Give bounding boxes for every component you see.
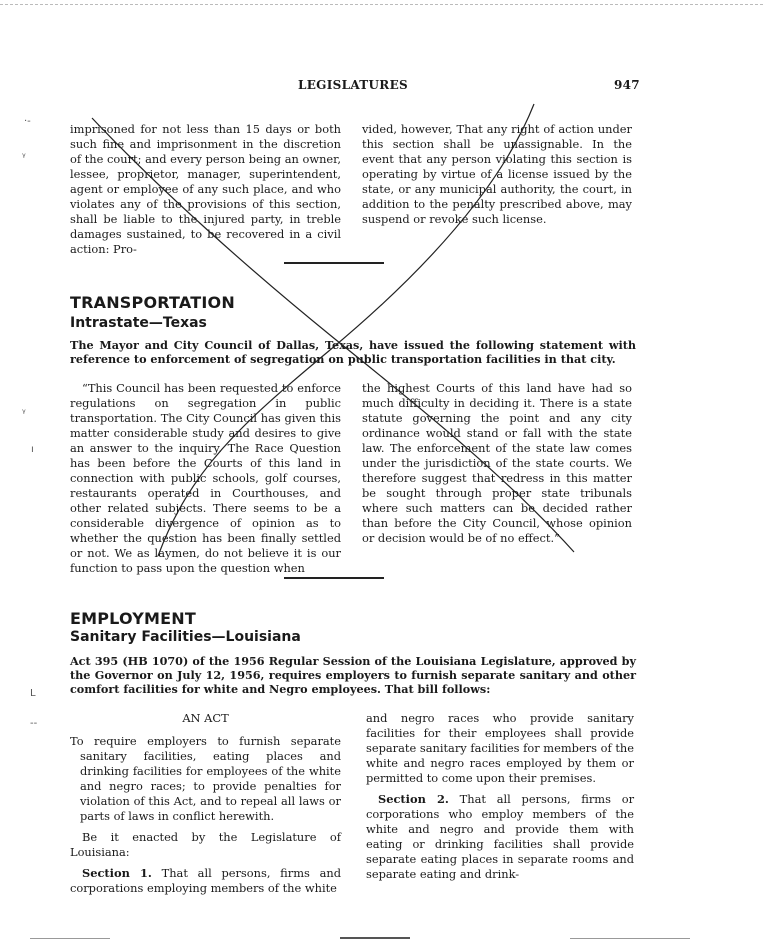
section-1 xyxy=(70,866,341,896)
employment-left-column xyxy=(70,711,341,902)
margin-mark: ᵞ xyxy=(22,408,26,419)
scan-top-edge xyxy=(0,4,763,5)
top-left-column xyxy=(70,122,341,263)
transportation-right-column xyxy=(362,381,632,552)
page-number: 947 xyxy=(614,78,640,92)
scan-bottom-line xyxy=(30,938,110,939)
margin-mark: -- xyxy=(30,718,38,729)
act-purpose: To require employers to furnish separate sanitary facilities, eating places and drinking facilities for employees of the white and negro races; to provide penalties for violation of this Act, and to repeal all laws or parts of laws in conflict herewith. xyxy=(70,734,341,823)
section-1-label: Section 1. xyxy=(82,866,152,880)
transportation-right-text: the highest Courts of this land have had so much difficulty in deciding it. There is a state statute governing the point and any city ordinance would stand or fall with the state law. The enforcement of the state law comes under the jurisdiction of the state courts. We therefore suggest that redress in this matter be sought through proper state tribunals where such matters can be decided rather than before the City Council, whose opinion or decision would be of no effect.” xyxy=(362,381,632,545)
scan-bottom-line xyxy=(570,938,690,939)
section-divider xyxy=(284,262,384,264)
running-title: LEGISLATURES xyxy=(298,78,408,92)
employment-right-column xyxy=(366,711,634,888)
section-2 xyxy=(366,792,634,882)
transportation-left-column xyxy=(70,381,341,582)
section-divider xyxy=(284,577,384,579)
margin-mark: L xyxy=(30,688,36,699)
section-1-text: That all persons, firms and corporations employing members of the white xyxy=(70,866,342,895)
employment-title: EMPLOYMENT xyxy=(70,609,196,628)
scan-bottom-line xyxy=(340,937,410,939)
margin-mark: ı xyxy=(31,444,34,455)
transportation-left-text: “This Council has been requested to enforce regulations on segregation in public transportation. The City Council has given this matter considerable study and desires to give an answer to the inquiry. The Race Question has been before the Courts of this land in connection with public schools, golf courses, restaurants operated in Courthouses, and other related subjects. There seems to be a considerable divergence of opinion as to whether the question has been finally settled or not. We as laymen, do not believe it is our function to pass upon the question when xyxy=(70,381,341,575)
margin-mark: ·- xyxy=(24,116,31,127)
transportation-title: TRANSPORTATION xyxy=(70,293,235,312)
employment-subtitle: Sanitary Facilities—Louisiana xyxy=(70,629,301,645)
act-heading: AN ACT xyxy=(182,711,229,725)
transportation-subtitle: Intrastate—Texas xyxy=(70,315,207,331)
top-left-text: imprisoned for not less than 15 days or both such fine and imprisonment in the discretion of the court; and every person being an owner, lessee, proprietor, manager, superintendent, agent or employee of any such place, and who violates any of the provisions of this section, shall be liable to the injured party, in treble damages sustained, to be recovered in a civil action: Pro- xyxy=(70,122,341,256)
employment-right-text: and negro races who provide sanitary facilities for their employees shall provide separate sanitary facilities for members of the white and negro races employed by them or permitted to come upon their premises. xyxy=(366,711,634,785)
top-right-column xyxy=(362,122,632,233)
section-2-text: That all persons, firms or corporations who employ members of the white and negro and provide them with eating or drinking facilities shall provide separate eating places in separate rooms and separate eating and drink- xyxy=(366,792,635,881)
margin-mark: ᵞ xyxy=(22,152,26,163)
top-right-text: vided, however, That any right of action under this section shall be unassignable. In the event that any person violating this section is operating by virtue of a license issued by the state, or any municipal authority, the court, in addition to the penalty prescribed above, may suspend or revoke such license. xyxy=(362,122,632,226)
section-2-label: Section 2. xyxy=(378,792,449,806)
employment-intro: Act 395 (HB 1070) of the 1956 Regular Session of the Louisiana Legislature, approved by the Governor on July 12, 1956, requires employers to furnish separate sanitary and other comfort facilities for white and Negro employees. That bill follows: xyxy=(70,654,636,696)
enacting-clause: Be it enacted by the Legislature of Louisiana: xyxy=(70,830,341,859)
transportation-intro: The Mayor and City Council of Dallas, Texas, have issued the following statement with reference to enforcement of segregation on public transportation facilities in that city. xyxy=(70,338,636,366)
